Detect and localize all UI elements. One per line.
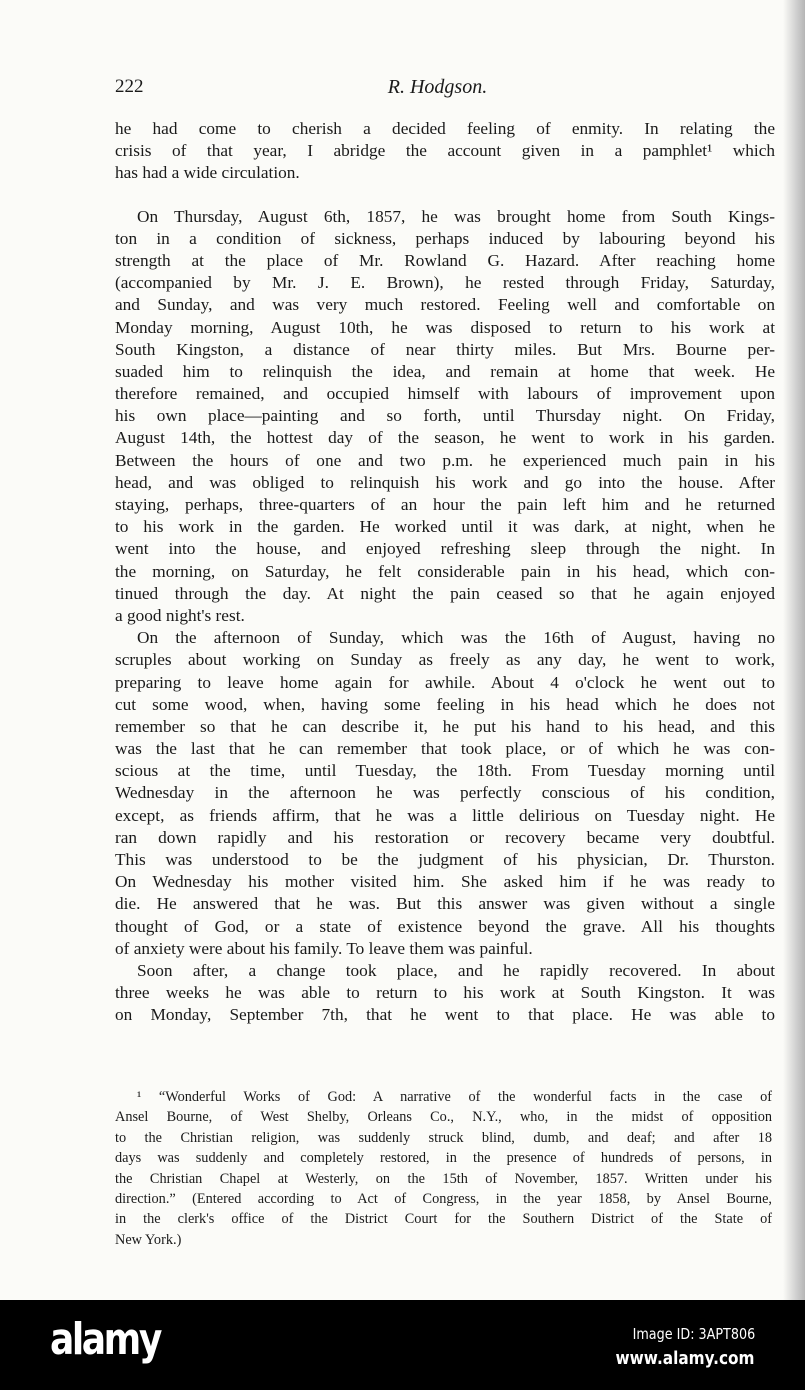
footnote-line: in the clerk's office of the District Court for the Southern District of the State of <box>115 1211 772 1228</box>
text-line: he had come to cherish a decided feeling of enmity. In relating the <box>115 119 775 138</box>
text-line: On Thursday, August 6th, 1857, he was brought home from South Kings- <box>137 206 775 226</box>
paragraph <box>115 960 775 1027</box>
text-line: and Sunday, and was very much restored. Feeling well and comfortable on <box>115 295 775 315</box>
text-line: three weeks he was able to return to his work at South Kingston. It was <box>115 983 775 1003</box>
text-line: ran down rapidly and his restoration or recovery became very doubtful. <box>115 827 775 847</box>
text-line: remember so that he can describe it, he put his hand to his head, and this <box>115 716 775 736</box>
text-line: his own place—painting and so forth, until Thursday night. On Friday, <box>115 406 775 426</box>
text-line: the morning, on Saturday, he felt considerable pain in his head, which con- <box>115 561 775 581</box>
text-line: scruples about working on Sunday as freely as any day, he went to work, <box>115 650 775 670</box>
text-line: strength at the place of Mr. Rowland G. Hazard. After reaching home <box>115 250 775 270</box>
text-line: to his work in the garden. He worked until it was dark, at night, when he <box>115 517 775 537</box>
paragraph <box>115 206 775 628</box>
alamy-logo: alamy <box>50 1314 160 1365</box>
text-line: Monday morning, August 10th, he was disposed to return to his work at <box>115 317 775 337</box>
footnote-line: direction.” (Entered according to Act of Congress, in the year 1858, by Ansel Bourne, <box>115 1190 772 1207</box>
footnote-line: days was suddenly and completely restored, in the presence of hundreds of persons, in <box>115 1150 772 1167</box>
body-text <box>115 118 775 1027</box>
text-line: die. He answered that he was. But this answer was given without a single <box>115 894 775 914</box>
text-line: ton in a condition of sickness, perhaps induced by labouring beyond his <box>115 228 775 248</box>
text-line: On the afternoon of Sunday, which was the 16th of August, having no <box>137 628 775 648</box>
text-line: Soon after, a change took place, and he rapidly recovered. In about <box>137 960 775 980</box>
text-line: has had a wide circulation. <box>115 163 300 183</box>
text-line: On Wednesday his mother visited him. She asked him if he was ready to <box>115 872 775 892</box>
running-title: R. Hodgson. <box>387 76 488 98</box>
text-line: Between the hours of one and two p.m. he experienced much pain in his <box>115 450 775 470</box>
text-line: Wednesday in the afternoon he was perfectly conscious of his condition, <box>115 783 775 803</box>
text-line: scious at the time, until Tuesday, the 18th. From Tuesday morning until <box>115 761 775 781</box>
text-line: South Kingston, a distance of near thirty miles. But Mrs. Bourne per- <box>115 339 775 359</box>
footnote-line: to the Christian religion, was suddenly struck blind, dumb, and deaf; and after 18 <box>115 1129 772 1146</box>
text-line: went into the house, and enjoyed refreshing sleep through the night. In <box>115 539 775 559</box>
image-id: Image ID: 3APT806 <box>632 1325 755 1343</box>
text-line: head, and was obliged to relinquish his work and go into the house. After <box>115 472 775 492</box>
footnote <box>115 1087 772 1250</box>
text-line: This was understood to be the judgment of his physician, Dr. Thurston. <box>115 850 775 869</box>
page-number: 222 <box>115 76 144 97</box>
text-line: tinued through the day. At night the pain ceased so that he again enjoyed <box>115 583 775 603</box>
watermark-url: www.alamy.com <box>616 1348 755 1369</box>
footnote-line: Ansel Bourne, of West Shelby, Orleans Co., N.Y., who, in the midst of opposition <box>115 1109 772 1126</box>
text-line: thought of God, or a state of existence beyond the grave. All his thoughts <box>115 916 775 936</box>
text-line: therefore remained, and occupied himself with labours of improvement upon <box>115 384 775 404</box>
text-line: crisis of that year, I abridge the account given in a pamphlet¹ which <box>115 141 775 161</box>
text-line: cut some wood, when, having some feeling in his head which he does not <box>115 694 775 714</box>
page-edge-shadow <box>783 0 805 1300</box>
text-line: except, as friends affirm, that he was a little delirious on Tuesday night. He <box>115 805 775 825</box>
footnote-line: the Christian Chapel at Westerly, on the 15th of November, 1857. Written under his <box>115 1170 772 1187</box>
watermark-bar <box>0 1300 805 1390</box>
paragraph <box>115 118 775 185</box>
footnote-line: ¹ “Wonderful Works of God: A narrative of the wonderful facts in the case of <box>137 1089 772 1105</box>
text-line: was the last that he can remember that took place, or of which he was con- <box>115 739 775 759</box>
text-line: staying, perhaps, three-quarters of an hour the pain left him and he returned <box>115 495 775 514</box>
text-line: August 14th, the hottest day of the season, he went to work in his garden. <box>115 428 775 448</box>
text-line: suaded him to relinquish the idea, and remain at home that week. He <box>115 361 775 381</box>
footnote-line: New York.) <box>115 1231 182 1248</box>
text-line: of anxiety were about his family. To leave them was painful. <box>115 938 533 958</box>
text-line: preparing to leave home again for awhile. About 4 o'clock he went out to <box>115 672 775 692</box>
paragraph <box>115 627 775 960</box>
text-line: a good night's rest. <box>115 605 245 625</box>
text-line: on Monday, September 7th, that he went to that place. He was able to <box>115 1005 775 1025</box>
text-line: (accompanied by Mr. J. E. Brown), he rested through Friday, Saturday, <box>115 273 775 293</box>
